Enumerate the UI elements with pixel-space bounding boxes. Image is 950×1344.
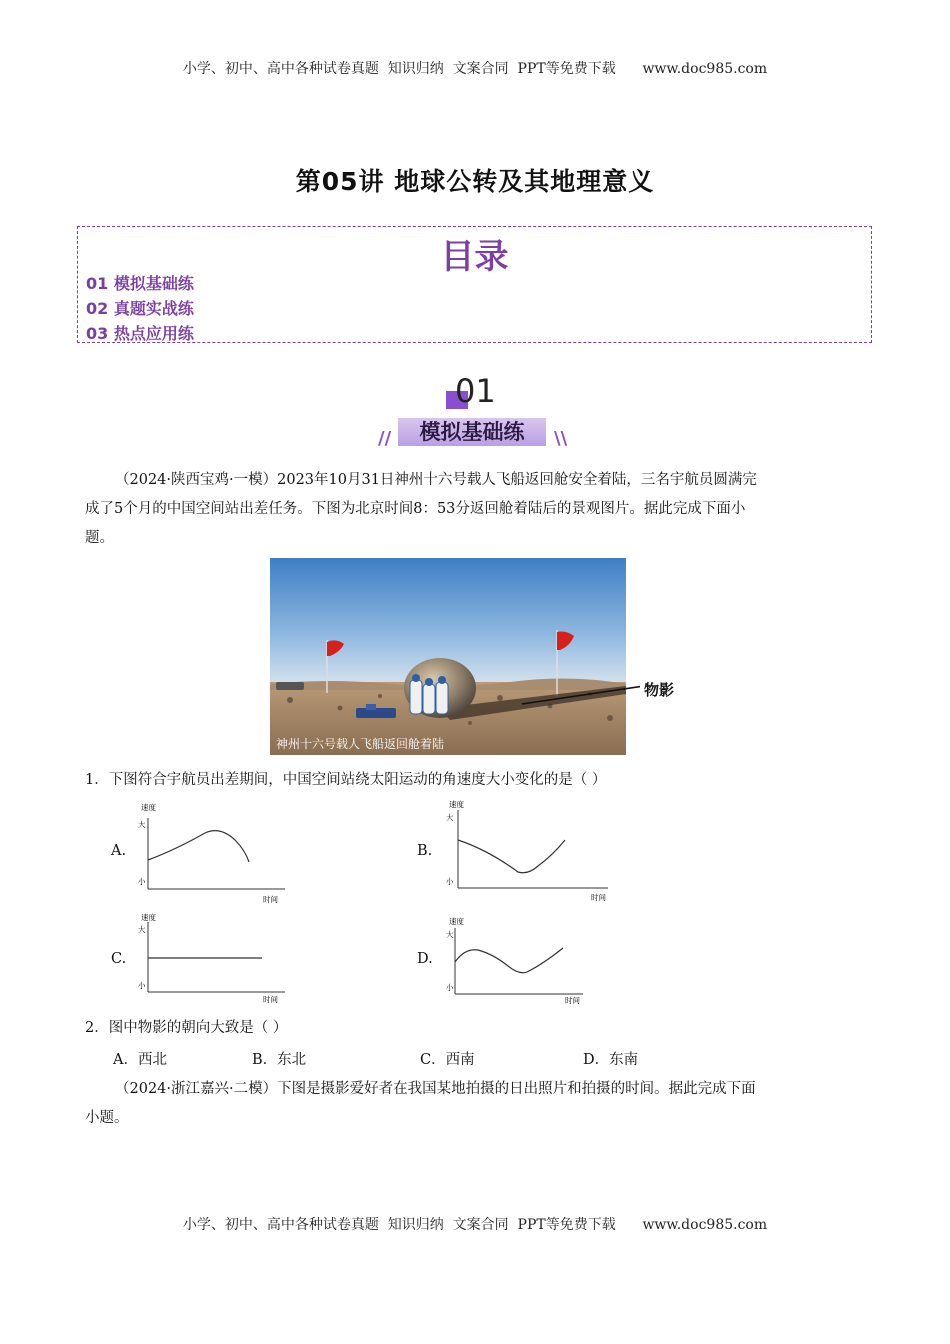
page-title: 第05讲 地球公转及其地理意义 (295, 167, 655, 196)
shadow-pointer (520, 680, 640, 710)
question-1: 1．下图符合宇航员出差期间，中国空间站绕太阳运动的角速度大小变化的是（ ） (85, 772, 607, 788)
axis-x-title: 时间 (263, 995, 278, 1004)
option-b-label[interactable]: B. (417, 843, 433, 859)
option-d-graph (443, 910, 613, 1005)
option-c-graph (135, 910, 295, 1005)
axis-y-title: 速度 (449, 917, 464, 926)
axis-x-title: 时间 (591, 893, 606, 902)
axis-y-top: 大 (446, 813, 454, 822)
axis-x-title: 时间 (565, 996, 580, 1005)
axis-y-top: 大 (446, 930, 454, 939)
intro-paragraph-line3: 题。 (85, 530, 114, 546)
q2-option-b[interactable]: B．东北 (252, 1052, 307, 1068)
axis-y-top: 大 (138, 820, 146, 829)
axis-y-bottom: 小 (446, 877, 454, 886)
table-of-contents (77, 226, 872, 343)
option-a-label[interactable]: A. (111, 843, 127, 859)
page-footer: 小学、初中、高中各种试卷真题 知识归纳 文案合同 PPT等免费下载 www.doc985.com (182, 1217, 768, 1233)
option-c-label[interactable]: C. (111, 951, 127, 967)
q2-option-d[interactable]: D．东南 (583, 1052, 639, 1068)
q2-option-c[interactable]: C．西南 (420, 1052, 475, 1068)
option-a-graph (135, 800, 295, 910)
intro2-line1: （2024·浙江嘉兴·二模）下图是摄影爱好者在我国某地拍摄的日出照片和拍摄的时间。据此完成下面 (115, 1081, 756, 1097)
section-number: 01 (455, 372, 496, 410)
section-name: 模拟基础练 (419, 420, 525, 444)
banner-slash-left: // (378, 428, 392, 449)
banner-slash-right: \\ (554, 428, 568, 449)
axis-y-bottom: 小 (138, 877, 146, 886)
axis-x-title: 时间 (263, 895, 278, 904)
axis-y-bottom: 小 (138, 981, 146, 990)
photo-caption: 神州十六号载人飞船返回舱着陆 (276, 737, 445, 751)
toc-item-1[interactable]: 01 模拟基础练 (86, 274, 194, 293)
toc-title: 目录 (440, 237, 509, 277)
intro-paragraph-line2: 成了5个月的中国空间站出差任务。下图为北京时间8：53分返回舱着陆后的景观图片。据此完成下面小 (85, 501, 746, 517)
landing-photo (270, 558, 626, 755)
axis-y-bottom: 小 (446, 983, 454, 992)
shadow-label: 物影 (644, 681, 675, 699)
axis-y-title: 速度 (141, 803, 156, 812)
option-d-label[interactable]: D. (417, 951, 433, 967)
q2-option-a[interactable]: A．西北 (113, 1052, 167, 1068)
option-b-graph (443, 800, 613, 910)
axis-y-title: 速度 (449, 800, 464, 809)
intro-paragraph-line1: （2024·陕西宝鸡·一模）2023年10月31日神州十六号载人飞船返回舱安全着陆，三名宇航员圆满完 (115, 472, 757, 488)
intro2-line2: 小题。 (85, 1110, 129, 1126)
page-header: 小学、初中、高中各种试卷真题 知识归纳 文案合同 PPT等免费下载 www.doc985.com (182, 61, 768, 77)
toc-item-3[interactable]: 03 热点应用练 (86, 324, 194, 343)
question-2: 2．图中物影的朝向大致是（ ） (85, 1020, 288, 1036)
axis-y-title: 速度 (141, 913, 156, 922)
axis-y-top: 大 (138, 925, 146, 934)
toc-item-2[interactable]: 02 真题实战练 (86, 299, 194, 318)
